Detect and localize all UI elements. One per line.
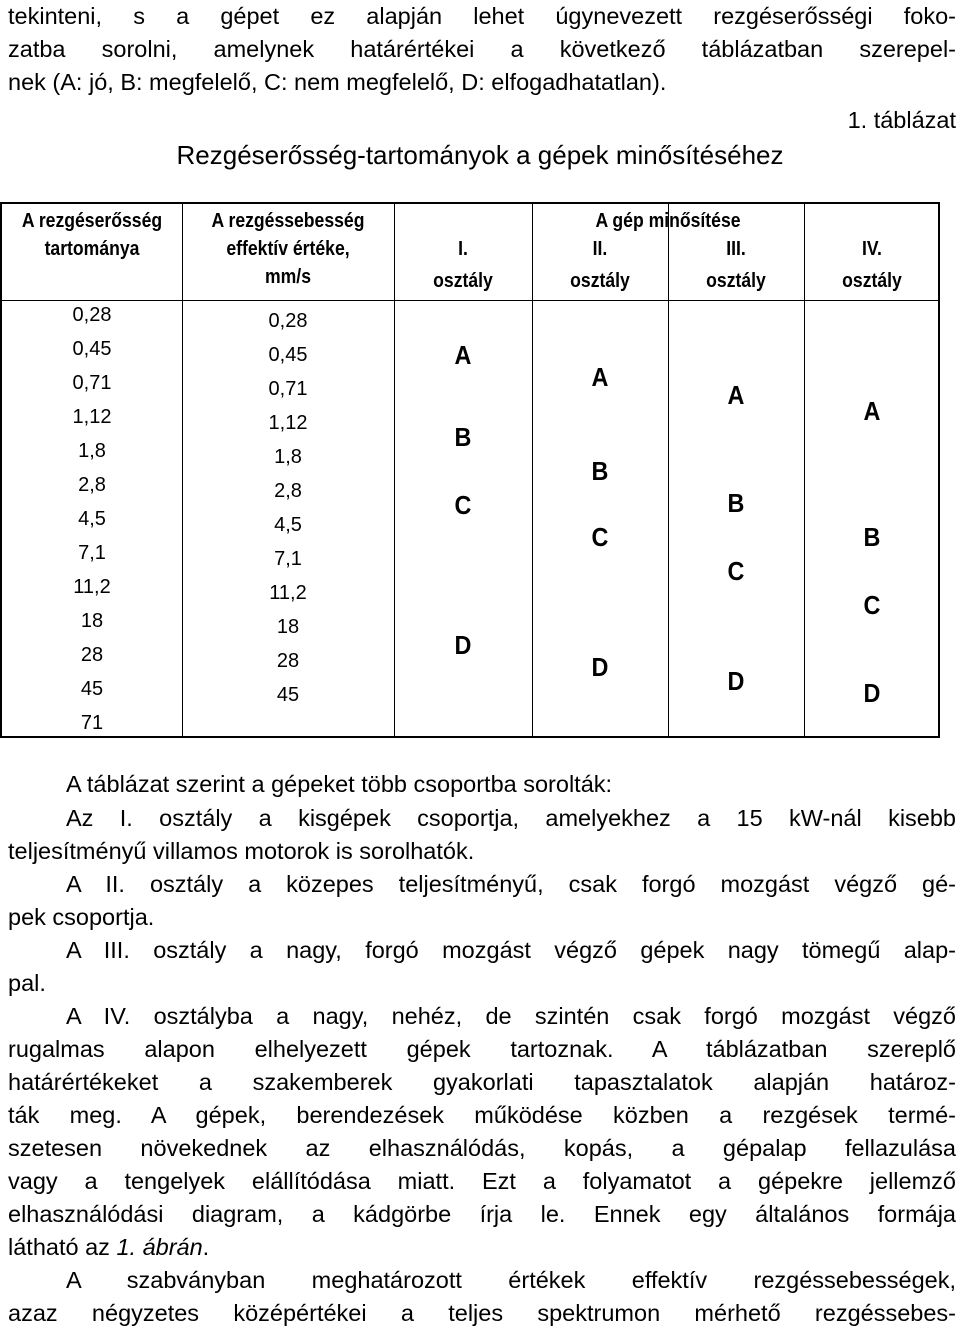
class-1-rating-a: A <box>454 340 472 370</box>
table-caption: Rezgéserősség-tartományok a gépek minősítéséhez <box>176 140 784 170</box>
body-p2-line1: Az I. osztály a kisgépek csoportja, amelyekhez a 15 kW-nál kisebb <box>66 805 956 831</box>
class-3-rating-b: B <box>727 488 745 518</box>
velocity-value: 1,12 <box>268 412 308 434</box>
vibration-table <box>0 202 940 738</box>
class-2-rating-c: C <box>591 522 609 552</box>
table-divider <box>394 204 395 736</box>
velocity-value: 0,71 <box>268 378 308 400</box>
table-divider <box>668 204 669 736</box>
body-p4-line2: pal. <box>8 970 46 996</box>
class-1-rating-c: C <box>454 490 472 520</box>
class-2-word: osztály <box>570 270 630 292</box>
body-p2-line2: teljesítményű villamos motorok is sorolhatók. <box>8 838 475 864</box>
range-value: 0,71 <box>72 372 112 394</box>
class-2-rating-b: B <box>591 456 609 486</box>
col1-header-line1: A rezgéserősség <box>21 210 163 232</box>
range-value: 7,1 <box>78 542 106 564</box>
class-1-rating-b: B <box>454 422 472 452</box>
class-3-roman: III. <box>726 238 746 260</box>
body-p3-line2: pek csoportja. <box>8 904 155 930</box>
body-p5-line2: rugalmas alapon elhelyezett gépek tartoznak. A táblázatban szereplő <box>8 1036 956 1062</box>
velocity-value: 18 <box>276 616 300 638</box>
class-3-rating-a: A <box>727 380 745 410</box>
class-4-rating-a: A <box>863 396 881 426</box>
range-value: 0,28 <box>72 304 112 326</box>
intro-line-1: tekinteni, s a gépet ez alapján lehet úgynevezett rezgéserősségi foko- <box>8 3 956 29</box>
body-p5-line6: vagy a tengelyek elállítódása miatt. Ezt a folyamatot a gépekre jellemző <box>8 1168 956 1194</box>
body-p6-line1: A szabványban meghatározott értékek effektív rezgéssebességek, <box>66 1267 956 1293</box>
class-4-roman: IV. <box>862 238 882 260</box>
velocity-value: 2,8 <box>274 480 302 502</box>
class-2-rating-d: D <box>591 652 609 682</box>
range-value: 28 <box>80 644 104 666</box>
intro-line-2: zatba sorolni, amelynek határértékei a következő táblázatban szerepel- <box>8 36 956 62</box>
range-value: 45 <box>80 678 104 700</box>
velocity-value: 28 <box>276 650 300 672</box>
body-p6-line2: azaz négyzetes középértékei a teljes spektrumon mérhető rezgéssebes- <box>8 1300 956 1326</box>
figure-ref-suffix: . <box>202 1234 210 1260</box>
range-value: 18 <box>80 610 104 632</box>
table-divider <box>532 204 533 736</box>
body-p5-line1: A IV. osztályba a nagy, nehéz, de szintén csak forgó mozgást végző <box>66 1003 956 1029</box>
velocity-value: 0,28 <box>268 310 308 332</box>
col2-header-line3: mm/s <box>265 266 311 288</box>
figure-reference: 1. ábrán <box>116 1234 203 1260</box>
class-2-rating-a: A <box>591 362 609 392</box>
range-value: 2,8 <box>78 474 106 496</box>
col1-header-line2: tartománya <box>44 238 140 260</box>
range-value: 11,2 <box>73 576 111 598</box>
class-1-roman: I. <box>458 238 468 260</box>
range-value: 0,45 <box>72 338 112 360</box>
class-4-word: osztály <box>842 270 902 292</box>
table-number: 1. táblázat <box>847 107 956 133</box>
class-1-word: osztály <box>433 270 493 292</box>
class-4-rating-c: C <box>863 590 881 620</box>
class-3-word: osztály <box>706 270 766 292</box>
velocity-value: 45 <box>276 684 300 706</box>
velocity-value: 7,1 <box>274 548 302 570</box>
figure-ref-prefix: látható az <box>8 1234 117 1260</box>
body-p5-line7: elhasználódási diagram, a kádgörbe írja le. Ennek egy általános formája <box>8 1201 956 1227</box>
velocity-value: 4,5 <box>274 514 302 536</box>
intro-line-3: nek (A: jó, B: megfelelő, C: nem megfelelő, D: elfogadhatatlan). <box>8 69 667 95</box>
velocity-value: 1,8 <box>274 446 302 468</box>
class-4-rating-d: D <box>863 678 881 708</box>
range-value: 1,12 <box>72 406 112 428</box>
group-header: A gép minősítése <box>595 210 741 232</box>
velocity-value: 11,2 <box>269 582 307 604</box>
class-3-rating-c: C <box>727 556 745 586</box>
body-p4-line1: A III. osztály a nagy, forgó mozgást végző gépek nagy tömegű alap- <box>66 937 956 963</box>
range-value: 4,5 <box>78 508 106 530</box>
range-value: 1,8 <box>78 440 106 462</box>
body-p5-line3: határértékeket a szakemberek gyakorlati tapasztalatok alapján határoz- <box>8 1069 956 1095</box>
col2-header-line2: effektív értéke, <box>226 238 350 260</box>
body-p3-line1: A II. osztály a közepes teljesítményű, csak forgó mozgást végző gé- <box>66 871 956 897</box>
class-4-rating-b: B <box>863 522 881 552</box>
range-value: 71 <box>80 712 104 734</box>
class-1-rating-d: D <box>454 630 472 660</box>
body-p1: A táblázat szerint a gépeket több csoportba sorolták: <box>66 771 613 797</box>
body-p5-line8 <box>8 1231 956 1263</box>
class-2-roman: II. <box>592 238 608 260</box>
body-p5-line5: szetesen növekednek az elhasználódás, kopás, a gépalap fellazulása <box>8 1135 956 1161</box>
velocity-value: 0,45 <box>268 344 308 366</box>
table-divider <box>804 204 805 736</box>
class-3-rating-d: D <box>727 666 745 696</box>
body-p5-line4: ták meg. A gépek, berendezések működése közben a rezgések termé- <box>8 1102 956 1128</box>
table-divider <box>182 204 183 736</box>
header-divider <box>2 300 938 301</box>
col2-header-line1: A rezgéssebesség <box>211 210 365 232</box>
